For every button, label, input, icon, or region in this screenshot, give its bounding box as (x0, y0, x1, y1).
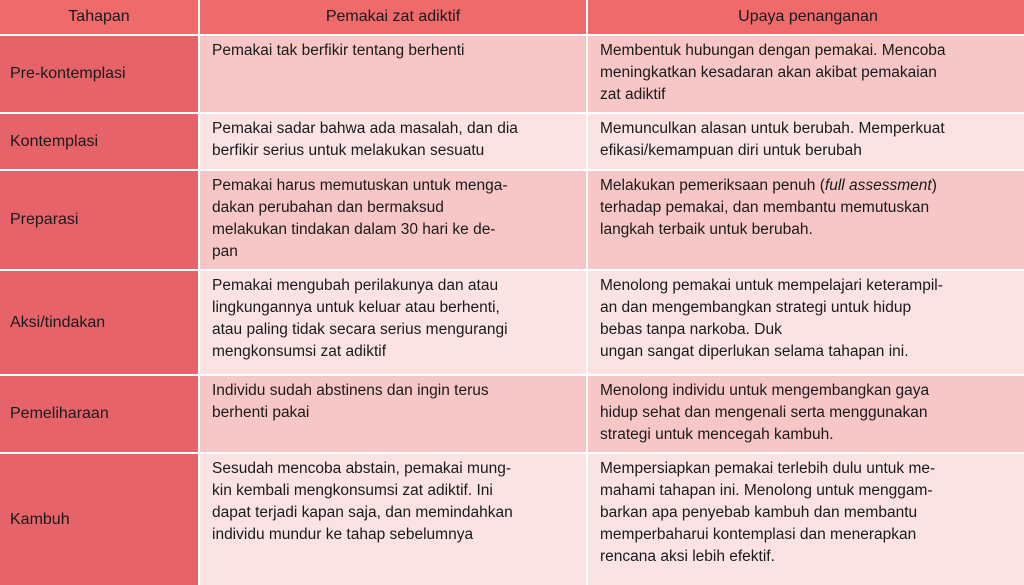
user-cell: Sesudah mencoba abstain, pemakai mung- kin kembali mengkonsumsi zat adiktif. Ini dapat terjadi kapan saja, dan memindahkan individu mundur ke tahap sebelumnya (200, 454, 586, 585)
stage-cell: Pemeliharaan (0, 376, 198, 452)
header-upaya: Upaya penanganan (588, 0, 1024, 34)
action-cell: Menolong pemakai untuk mempelajari keterampil- an dan mengembangkan strategi untuk hidup bebas tanpa narkoba. Duk ungan sangat diperlukan selama tahapan ini. (588, 271, 1024, 374)
action-text-pre: Melakukan pemeriksaan penuh ( (600, 177, 825, 194)
stage-cell: Kontemplasi (0, 114, 198, 169)
action-cell: Membentuk hubungan dengan pemakai. Mencoba meningkatkan kesadaran akan akibat pemakaian zat adiktif (588, 36, 1024, 112)
stage-cell: Preparasi (0, 171, 198, 269)
stage-cell: Pre-kontemplasi (0, 36, 198, 112)
user-cell: Pemakai sadar bahwa ada masalah, dan dia berfikir serius untuk melakukan sesuatu (200, 114, 586, 169)
user-cell: Pemakai harus memutuskan untuk menga- dakan perubahan dan bermaksud melakukan tindakan dalam 30 hari ke de- pan (200, 171, 586, 269)
user-cell: Individu sudah abstinens dan ingin terus berhenti pakai (200, 376, 586, 452)
action-text-emphasis: full assessment (824, 177, 932, 194)
action-cell: Memunculkan alasan untuk berubah. Memperkuat efikasi/kemampuan diri untuk berubah (588, 114, 1024, 169)
action-cell: Mempersiapkan pemakai terlebih dulu untuk me- mahami tahapan ini. Menolong untuk menggam- barkan apa penyebab kambuh dan membantu memperbaharui kontemplasi dan menerapkan rencana aksi lebih efektif. (588, 454, 1024, 585)
stage-cell: Kambuh (0, 454, 198, 585)
action-cell: Menolong individu untuk mengembangkan gaya hidup sehat dan mengenali serta menggunakan strategi untuk mencegah kambuh. (588, 376, 1024, 452)
user-cell: Pemakai mengubah perilakunya dan atau lingkungannya untuk keluar atau berhenti, atau paling tidak secara serius mengurangi mengkonsumsi zat adiktif (200, 271, 586, 374)
action-cell (588, 171, 1024, 269)
header-pemakai: Pemakai zat adiktif (200, 0, 586, 34)
header-tahapan: Tahapan (0, 0, 198, 34)
action-text-post: ) terhadap pemakai, dan membantu memutuskan langkah terbaik untuk berubah. (600, 177, 937, 238)
stage-cell: Aksi/tindakan (0, 271, 198, 374)
user-cell: Pemakai tak berfikir tentang berhenti (200, 36, 586, 112)
